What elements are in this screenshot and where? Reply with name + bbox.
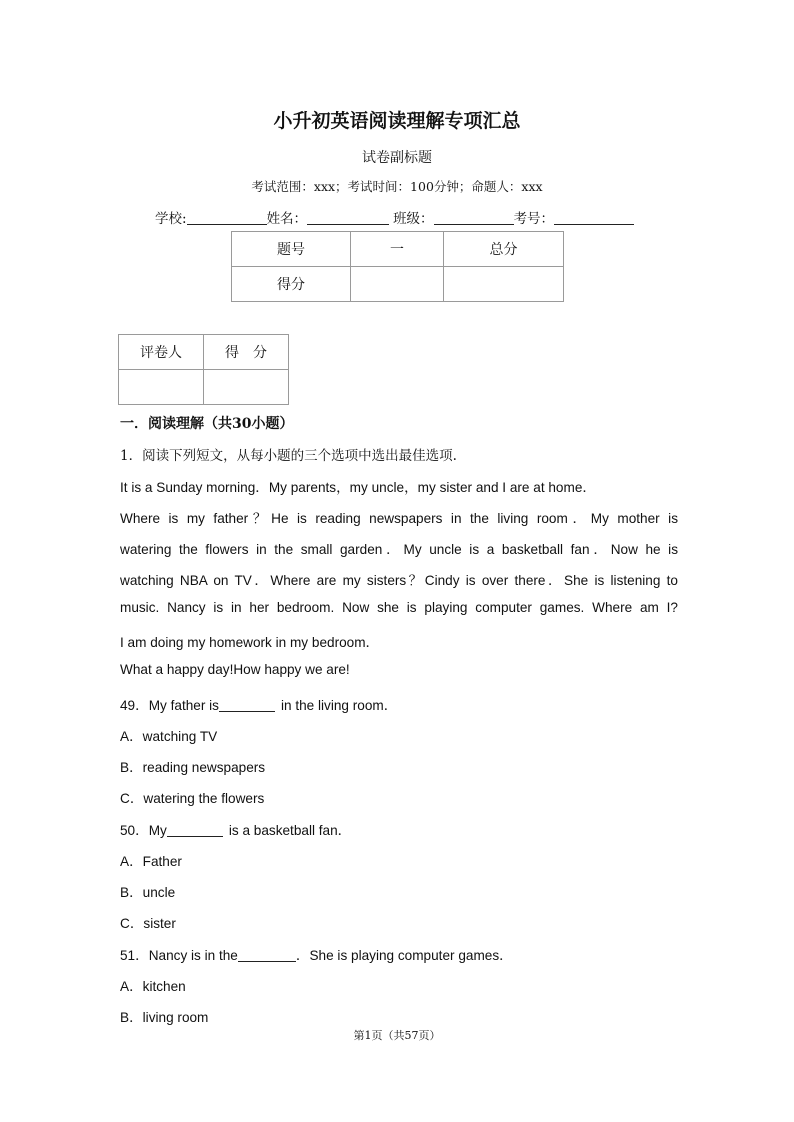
class-label: 班级：: [393, 211, 434, 227]
reviewer-label: 评卷人: [119, 335, 204, 370]
passage-line: watering the flowers in the small garden．My uncle is a basketball fan．Now he is: [120, 542, 678, 557]
school-label: 学校:: [155, 211, 187, 227]
passage-line: watching NBA on TV．Where are my sisters？Cindy is over there．She is listening to: [120, 573, 678, 588]
class-blank[interactable]: [434, 210, 514, 225]
passage-line: It is a Sunday morning．My parents，my uncle，my sister and I are at home．: [120, 480, 596, 495]
answer-option[interactable]: B．uncle: [120, 885, 176, 900]
passage-line: What a happy day!How happy we are!: [120, 662, 350, 677]
score-cell[interactable]: [351, 267, 444, 302]
score-table-header: 总分: [444, 232, 564, 267]
question-stem-before: 49．My father is: [120, 698, 219, 713]
student-info-fields: [155, 207, 634, 227]
answer-option[interactable]: A．Father: [120, 854, 182, 869]
exam-info: 考试范围：xxx；考试时间：100分钟；命题人：xxx: [251, 179, 543, 194]
answer-option[interactable]: C．sister: [120, 916, 176, 931]
question-stem-after: in the living room．: [280, 698, 398, 713]
passage-line: I am doing my homework in my bedroom．: [120, 635, 380, 650]
name-blank[interactable]: [307, 210, 389, 225]
section-heading: 一．阅读理解（共30小题）: [120, 416, 294, 432]
number-blank[interactable]: [554, 210, 634, 225]
answer-option[interactable]: A．watching TV: [120, 729, 218, 744]
score-table-header: 一: [351, 232, 444, 267]
passage-line: Where is my father？He is reading newspapers in the living room．My mother is: [120, 511, 678, 526]
question-stem-after: ．She is playing computer games．: [295, 948, 513, 963]
answer-blank[interactable]: [238, 948, 296, 962]
page-footer: 第1页（共57页）: [353, 1029, 441, 1042]
score-cell[interactable]: [444, 267, 564, 302]
passage-line: music. Nancy is in her bedroom. Now she is playing computer games. Where am I?: [120, 600, 678, 615]
question-stem: [120, 694, 397, 714]
reviewer-cell[interactable]: [119, 370, 204, 405]
exam-subtitle: 试卷副标题: [362, 150, 432, 166]
name-label: 姓名：: [266, 211, 308, 227]
score-table: [231, 231, 564, 302]
question-stem-after: is a basketball fan．: [228, 823, 352, 838]
grader-score-label: 得 分: [204, 335, 289, 370]
number-label: 考号：: [513, 211, 555, 227]
exam-title: 小升初英语阅读理解专项汇总: [273, 110, 521, 132]
section-instruction: 1．阅读下列短文，从每小题的三个选项中选出最佳选项.: [120, 448, 457, 464]
score-row-label: 得分: [232, 267, 351, 302]
grader-table: [118, 334, 289, 405]
answer-blank[interactable]: [167, 823, 223, 837]
answer-option[interactable]: A．kitchen: [120, 979, 186, 994]
grader-score-cell[interactable]: [204, 370, 289, 405]
question-stem: [120, 944, 513, 964]
answer-option[interactable]: B．living room: [120, 1010, 209, 1025]
answer-option[interactable]: C．watering the flowers: [120, 791, 265, 806]
answer-option[interactable]: B．reading newspapers: [120, 760, 266, 775]
question-stem-before: 50．My: [120, 823, 167, 838]
answer-blank[interactable]: [219, 698, 275, 712]
question-stem: [120, 819, 351, 839]
school-blank[interactable]: [187, 210, 267, 225]
question-stem-before: 51．Nancy is in the: [120, 948, 238, 963]
score-table-header: 题号: [232, 232, 351, 267]
